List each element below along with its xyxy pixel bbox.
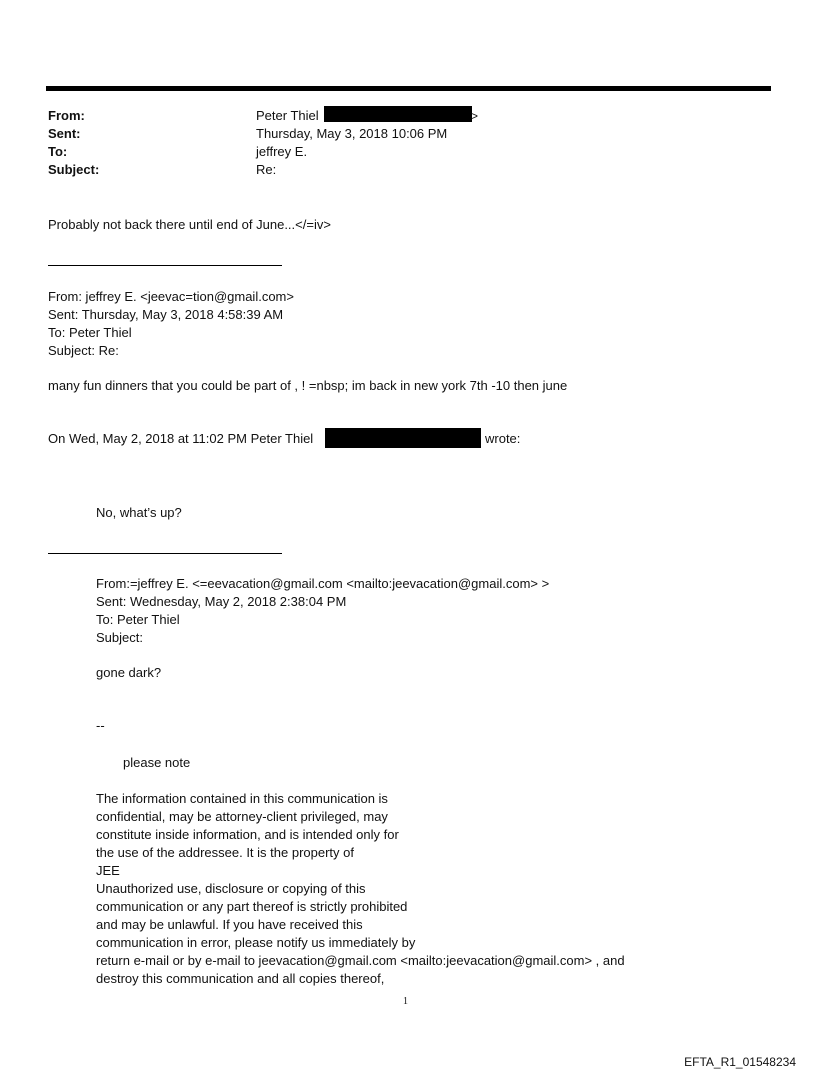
quoted-from: From: jeffrey E. <jeevac=tion@gmail.com>: [48, 289, 294, 304]
quote-intro: On Wed, May 2, 2018 at 11:02 PM Peter Thiel: [48, 431, 314, 446]
signature-separator: --: [96, 718, 105, 733]
from-value: Peter Thiel: [256, 108, 319, 123]
disclaimer-line: The information contained in this communication is: [96, 791, 388, 806]
disclaimer-line: confidential, may be attorney-client privileged, may: [96, 809, 388, 824]
sent-label: Sent:: [48, 126, 81, 141]
disclaimer-line: return e-mail or by e-mail to jeevacation@gmail.com <mailto:jeevacation@gmail.com> , and: [96, 953, 625, 968]
subject-label: Subject:: [48, 162, 100, 177]
quoted-from: From:=jeffrey E. <=eevacation@gmail.com <mailto:jeevacation@gmail.com> >: [96, 576, 550, 591]
from-value-close-bracket: >: [471, 109, 479, 123]
quoted-sent: Sent: Wednesday, May 2, 2018 2:38:04 PM: [96, 594, 347, 609]
quoted-sent: Sent: Thursday, May 3, 2018 4:58:39 AM: [48, 307, 284, 322]
disclaimer-line: communication or any part thereof is strictly prohibited: [96, 899, 408, 914]
quoted-reply-text: No, what’s up?: [96, 505, 182, 520]
quoted-body: many fun dinners that you could be part of , ! =nbsp; im back in new york 7th -10 then june: [48, 378, 568, 393]
redaction-bar: [324, 106, 472, 122]
reply-text: Probably not back there until end of June...</=iv>: [48, 217, 331, 232]
separator-line: [48, 553, 282, 554]
to-value: jeffrey E.: [256, 144, 308, 159]
quoted-to: To: Peter Thiel: [48, 325, 132, 340]
subject-value: Re:: [256, 162, 277, 177]
quoted-subject: Subject: Re:: [48, 343, 119, 358]
quoted-to: To: Peter Thiel: [96, 612, 180, 627]
quoted-body: gone dark?: [96, 665, 162, 680]
quoted-subject: Subject:: [96, 630, 143, 645]
sent-value: Thursday, May 3, 2018 10:06 PM: [256, 126, 448, 141]
disclaimer-line: JEE: [96, 863, 120, 878]
header-rule: [46, 86, 771, 91]
disclaimer-line: communication in error, please notify us immediately by: [96, 935, 416, 950]
separator-line: [48, 265, 282, 266]
disclaimer-line: destroy this communication and all copies thereof,: [96, 971, 385, 986]
please-note: please note: [123, 755, 191, 770]
from-label: From:: [48, 108, 85, 123]
quote-intro-suffix: wrote:: [485, 431, 521, 446]
disclaimer-line: Unauthorized use, disclosure or copying of this: [96, 881, 366, 896]
page-number: 1: [403, 996, 408, 1007]
to-label: To:: [48, 144, 68, 159]
bates-stamp: EFTA_R1_01548234: [684, 1055, 796, 1069]
redaction-bar: [325, 428, 481, 448]
disclaimer-line: and may be unlawful. If you have received this: [96, 917, 363, 932]
disclaimer-line: the use of the addressee. It is the property of: [96, 845, 354, 860]
disclaimer-line: constitute inside information, and is intended only for: [96, 827, 399, 842]
